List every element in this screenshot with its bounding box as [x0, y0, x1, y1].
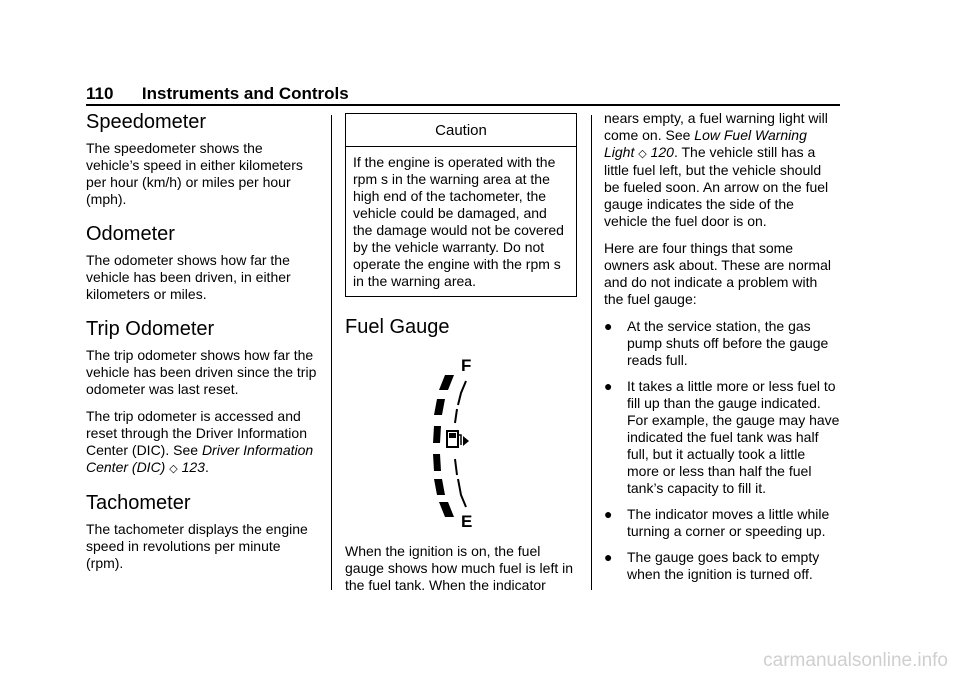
caution-box [345, 113, 577, 297]
trip-odometer-text: The trip odometer shows how far the vehicle has been driven since the trip odometer was last reset. [86, 347, 317, 397]
gauge-tick [434, 399, 445, 415]
trip-odometer-heading: Trip Odometer [86, 318, 215, 340]
page-ref-icon: ◇ [169, 462, 178, 475]
fuel-gauge-list [604, 318, 840, 583]
dic-page-ref[interactable]: 123 [181, 459, 205, 475]
gauge-tick [439, 502, 454, 517]
list-item [604, 549, 840, 583]
header-rule [86, 104, 840, 106]
gauge-tick [439, 375, 454, 390]
fuel-gauge-illustration [433, 351, 493, 531]
column-divider-right [591, 115, 592, 590]
gauge-tick [434, 479, 445, 495]
dic-text-suffix: . [204, 459, 209, 475]
list-item [604, 506, 840, 540]
page-number: 110 [86, 84, 114, 103]
page-header [86, 84, 840, 104]
tachometer-heading: Tachometer [86, 492, 191, 514]
fuel-pump-icon [447, 431, 461, 447]
dic-text-prefix: The trip odometer is accessed and reset through the Driver Information Center (DIC). See [86, 408, 307, 458]
dic-link[interactable]: Driver Information Center (DIC) [86, 442, 314, 475]
gauge-scale-line [458, 381, 466, 405]
caution-title: Caution [346, 114, 576, 147]
page-ref-icon: ◇ [638, 147, 647, 160]
list-item [604, 318, 840, 369]
section-title: Instruments and Controls [141, 84, 349, 103]
low-fuel-page-ref[interactable]: 120 [650, 144, 674, 160]
fuel-warning-suffix: . The vehicle still has a little fuel left, but the vehicle should be fueled soon. An arrow on the fuel gauge indicates the side of the vehicle the fuel door is on. [604, 144, 829, 229]
list-item-text: At the service station, the gas pump shuts off before the gauge reads full. [627, 318, 829, 368]
fuel-empty-label: E [461, 512, 473, 531]
gauge-tick [433, 426, 441, 443]
speedometer-text: The speedometer shows the vehicle’s speed in either kilometers per hour (km/h) or miles per hour (mph). [86, 140, 303, 207]
gauge-tick [433, 454, 441, 471]
odometer-heading: Odometer [86, 223, 175, 245]
caution-body: If the engine is operated with the rpm s in the warning area at the high end of the tachometer, the vehicle could be damaged, and the damage would not be covered by the vehicle warranty. Do not operate the engine with the rpm s in the warning area. [353, 154, 564, 289]
fuel-warning-prefix: nears empty, a fuel warning light will come on. See [604, 110, 828, 143]
bullet-icon: ● [604, 318, 613, 334]
watermark: carmanualsonline.info [763, 650, 948, 671]
gauge-scale-line [455, 459, 457, 475]
column-1 [86, 110, 318, 582]
list-item-text: It takes a little more or less fuel to fill up than the gauge indicated. For example, the gauge may have indicated the fuel tank was half full, but it actually took a little more or less than half the fuel tank’s capacity to fill it. [627, 378, 840, 496]
trip-odometer-dic-text [86, 408, 318, 477]
gauge-scale-line [455, 409, 457, 423]
gauge-scale-line [458, 479, 466, 507]
odometer-text: The odometer shows how far the vehicle has been driven, in either kilometers or miles. [86, 252, 291, 302]
low-fuel-warning-link[interactable]: Low Fuel Warning Light [604, 127, 807, 160]
fuel-gauge-text: When the ignition is on, the fuel gauge shows how much fuel is left in the fuel tank. When the indicator [345, 543, 574, 593]
list-item-text: The indicator moves a little while turning a corner or speeding up. [627, 506, 830, 539]
tachometer-text: The tachometer displays the engine speed in revolutions per minute (rpm). [86, 521, 308, 571]
fuel-door-arrow-icon [463, 436, 469, 446]
fuel-warning-text [604, 110, 840, 230]
fuel-gauge-heading: Fuel Gauge [345, 316, 450, 338]
bullet-icon: ● [604, 378, 613, 394]
list-item-text: The gauge goes back to empty when the ignition is turned off. [627, 549, 820, 582]
column-divider-left [331, 115, 332, 590]
fuel-full-label: F [461, 356, 472, 375]
bullet-icon: ● [604, 549, 613, 565]
bullet-icon: ● [604, 506, 613, 522]
column-3 [604, 110, 840, 592]
speedometer-heading: Speedometer [86, 111, 207, 133]
list-item [604, 378, 840, 497]
owners-note-text: Here are four things that some owners ask about. These are normal and do not indicate a problem with the fuel gauge: [604, 240, 831, 307]
column-2 [345, 110, 579, 604]
